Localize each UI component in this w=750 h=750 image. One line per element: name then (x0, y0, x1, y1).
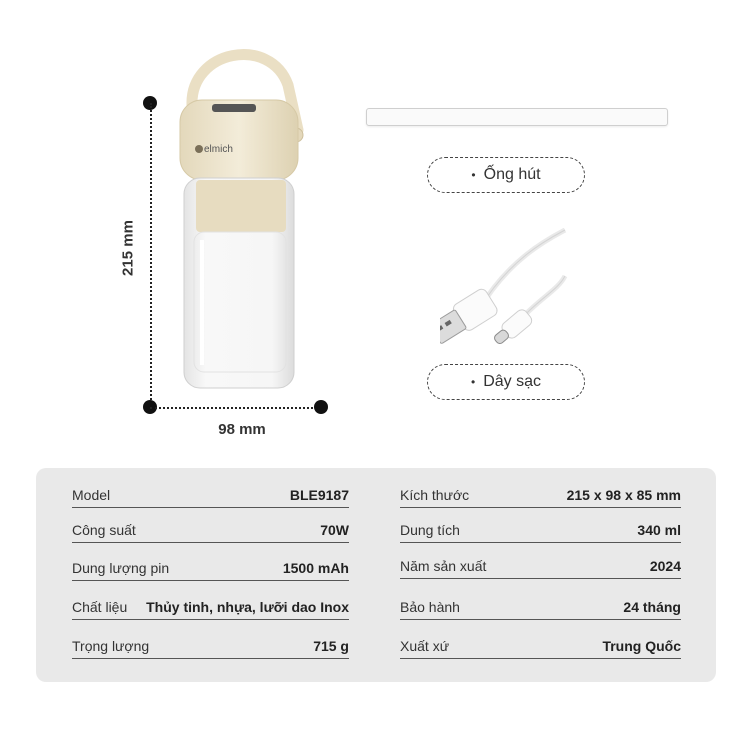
usb-cable-image (440, 228, 570, 350)
spec-row-year (400, 555, 681, 579)
spec-value: 715 g (313, 638, 349, 654)
spec-value: 24 tháng (623, 599, 681, 615)
spec-label: Dung tích (400, 522, 460, 538)
spec-value: BLE9187 (289, 487, 349, 503)
straw-image (366, 108, 668, 126)
height-line (150, 103, 152, 408)
spec-row-model (72, 484, 349, 508)
spec-label: Bảo hành (400, 599, 460, 615)
spec-row-material (72, 596, 349, 620)
spec-value: Thủy tinh, nhựa, lưỡi dao Inox (146, 599, 349, 615)
accessory-straw-pill (427, 157, 585, 193)
spec-label: Kích thước (400, 487, 470, 503)
spec-row-power (72, 519, 349, 543)
blender-illustration (170, 40, 310, 390)
spec-label: Dung lượng pin (72, 560, 170, 576)
width-line (150, 407, 321, 409)
spec-value: 215 x 98 x 85 mm (566, 487, 681, 503)
spec-label: Model (72, 487, 111, 503)
spec-row-weight (72, 635, 349, 659)
accessory-cable-pill (427, 364, 585, 400)
accessory-label: Ống hút (483, 166, 541, 183)
accessory-label: Dây sạc (483, 373, 541, 390)
spec-value: 70W (320, 522, 349, 538)
spec-row-capacity (400, 519, 681, 543)
spec-label: Chất liệu (72, 599, 128, 615)
width-marker-right (314, 400, 328, 414)
height-label: 215 mm (119, 220, 137, 276)
spec-row-battery (72, 557, 349, 581)
spec-label: Xuất xứ (400, 638, 450, 654)
spec-label: Công suất (72, 522, 136, 538)
spec-label: Năm sản xuất (400, 558, 487, 574)
bullet-icon: • (471, 168, 476, 182)
spec-value: 1500 mAh (282, 560, 349, 576)
spec-value: 340 ml (637, 522, 681, 538)
spec-row-dimensions (400, 484, 681, 508)
svg-text:elmich: elmich (204, 144, 233, 155)
spec-row-warranty (400, 596, 681, 620)
spec-row-origin (400, 635, 681, 659)
bullet-icon: • (471, 375, 476, 389)
spec-value: 2024 (649, 558, 681, 574)
spec-value: Trung Quốc (602, 638, 681, 654)
spec-label: Trọng lượng (72, 638, 150, 654)
width-label: 98 mm (218, 421, 266, 438)
